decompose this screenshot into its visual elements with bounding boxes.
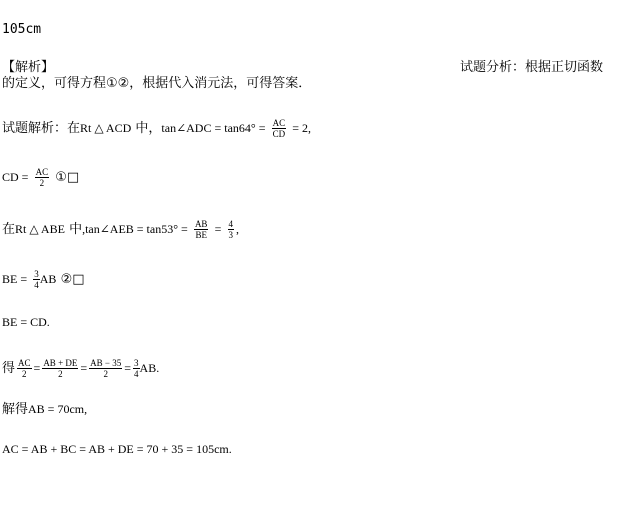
solution-line-6 — [2, 354, 159, 383]
fraction-numerator: 3 — [134, 358, 139, 368]
solution-line-5: BE = CD. — [2, 315, 50, 329]
analysis-label: 【解析】 — [2, 60, 55, 75]
fraction-ab-plus-de — [42, 358, 78, 379]
line3-zhong: 中 — [69, 222, 83, 237]
line7-expression: AB = 70cm, — [28, 402, 88, 416]
line2-lhs: CD = — [2, 170, 29, 184]
fraction-ac-2 — [35, 167, 50, 188]
fraction-denominator: 3 — [228, 230, 234, 240]
placeholder-box: □ — [72, 272, 85, 287]
fraction-4-3 — [228, 219, 235, 240]
fraction-numerator: AB − 35 — [90, 358, 122, 368]
equation-mark-2: ② — [60, 272, 73, 287]
fraction-denominator: 2 — [58, 369, 63, 379]
line3-expression: ,tan∠AEB = tan53° = — [82, 222, 188, 236]
solution-line-2 — [2, 163, 79, 192]
line6-tail: AB. — [139, 361, 160, 375]
analysis-tail: 的定义，可得方程①②，根据代入消元法，可得答案． — [2, 76, 312, 91]
line3-triangle: Rt △ ABE — [15, 222, 65, 236]
fraction-numerator: AC — [35, 167, 49, 177]
fraction-numerator: AC — [18, 358, 31, 368]
fraction-numerator: AC — [272, 118, 286, 128]
line6-eq2: = — [80, 361, 88, 375]
fraction-ac-2 — [17, 358, 32, 379]
line3-zai: 在 — [2, 222, 16, 237]
fraction-numerator: 3 — [34, 269, 39, 279]
solution-line-1 — [2, 114, 311, 143]
fraction-denominator: 2 — [39, 178, 45, 188]
fraction-ac-cd — [272, 118, 287, 139]
fraction-denominator: BE — [195, 230, 207, 240]
line7-jiede: 解得 — [2, 402, 29, 417]
equation-mark-1: ① — [55, 170, 67, 185]
fraction-numerator: AB — [194, 219, 208, 229]
fraction-numerator: 4 — [228, 219, 234, 229]
fraction-numerator: AB + DE — [43, 358, 78, 368]
solution-line-7 — [2, 401, 87, 418]
line3-tail: , — [236, 222, 240, 236]
solution-line-3 — [2, 215, 239, 244]
line3-equals: = — [214, 222, 222, 236]
fraction-denominator: CD — [272, 129, 286, 139]
fraction-denominator: 4 — [134, 369, 139, 379]
fraction-denominator: 2 — [22, 369, 27, 379]
line1-zhong: 中， — [135, 121, 162, 136]
line1-triangle: Rt △ ACD — [80, 121, 132, 135]
line6-de: 得 — [2, 361, 16, 376]
line4-tail: AB — [39, 272, 57, 286]
line4-lhs: BE = — [2, 272, 28, 286]
line1-tail: = 2, — [292, 121, 312, 135]
line1-prefix: 试题解析：在 — [2, 121, 81, 136]
line1-expression: tan∠ADC = tan64° = — [161, 121, 266, 135]
line6-eq1: = — [33, 361, 41, 375]
fraction-ab-minus-35 — [89, 358, 122, 379]
fraction-denominator: 2 — [103, 369, 108, 379]
analysis-head: 试题分析：根据正切函数 — [460, 60, 604, 75]
fraction-denominator: 4 — [34, 280, 39, 290]
solution-line-8: AC = AB + BC = AB + DE = 70 + 35 = 105cm. — [2, 442, 232, 456]
answer-text: 105cm — [2, 22, 42, 37]
line6-eq3: = — [124, 361, 132, 375]
solution-line-4 — [2, 265, 85, 294]
fraction-ab-be — [194, 219, 209, 240]
placeholder-box: □ — [66, 170, 80, 185]
